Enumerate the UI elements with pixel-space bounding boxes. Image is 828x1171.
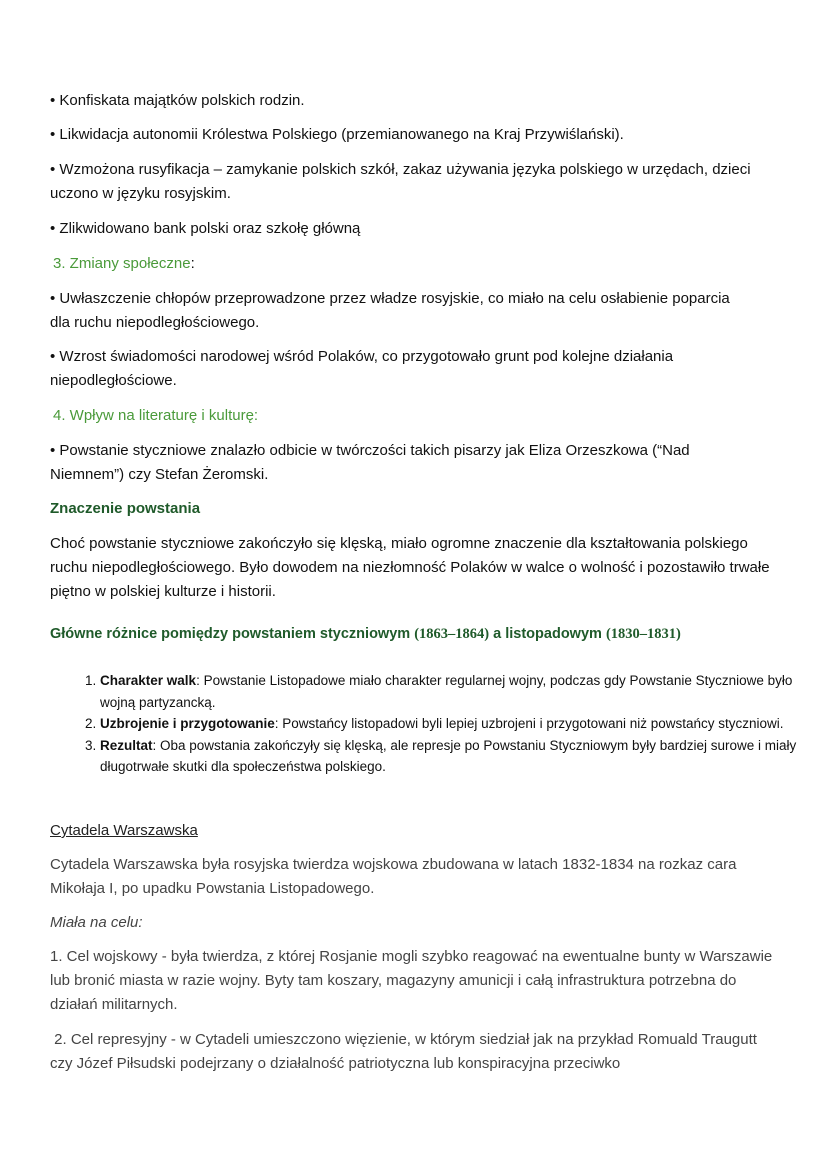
bullet-bank: • Zlikwidowano bank polski oraz szkołę główną <box>50 220 361 237</box>
citadel-intro: Cytadela Warszawska była rosyjska twierdza wojskowa zbudowana w latach 1832-1834 na rozkaz cara Mikołaja I, po upadku Powstania Listopadowego. <box>50 856 737 897</box>
differences-heading-part2: a listopadowym <box>489 626 606 642</box>
significance-body: Choć powstanie styczniowe zakończyło się klęską, miało ogromne znaczenie dla kształtowania polskiego ruchu niepodległościowego. Było dowodem na niezłomność Polaków w walce o wolność i pozostawiło trwałe piętno w polskiej kulturze i historii. <box>50 535 770 600</box>
difference-item <box>100 713 828 735</box>
bullet-enfranchisement: • Uwłaszczenie chłopów przeprowadzone przez władze rosyjskie, co miało na celu osłabienie poparcia dla ruchu niepodległościowego. <box>50 290 730 331</box>
bullet-literature: • Powstanie styczniowe znalazło odbicie w twórczości takich pisarzy jak Eliza Orzeszkowa (“Nad Niemnem”) czy Stefan Żeromski. <box>50 442 690 483</box>
citadel-military-purpose: 1. Cel wojskowy - była twierdza, z której Rosjanie mogli szybko reagować na ewentualne bunty w Warszawie lub bronić miasta w razie wojny. Byty tam koszary, magazyny amunicji i całą infrastruktura potrzebna do działań militarnych. <box>50 948 773 1013</box>
difference-term: Uzbrojenie i przygotowanie <box>100 716 275 731</box>
differences-heading-part1: Główne różnice pomiędzy powstaniem styczniowym <box>50 626 415 642</box>
section3-colon: : <box>190 255 195 272</box>
difference-text: : Powstańcy listopadowi byli lepiej uzbrojeni i przygotowani niż powstańcy styczniowi. <box>274 716 784 731</box>
citadel-purpose-label: Miała na celu: <box>50 914 143 931</box>
bullet-confiscation: • Konfiskata majątków polskich rodzin. <box>50 92 305 109</box>
citadel-heading: Cytadela Warszawska <box>50 822 198 839</box>
difference-text: : Oba powstania zakończyły się klęską, ale represje po Powstaniu Styczniowym były bardziej surowe i miały długotrwałe skutki dla społeczeństwa polskiego. <box>100 737 797 774</box>
bullet-national-awareness: • Wzrost świadomości narodowej wśród Polaków, co przygotowało grunt pod kolejne działania niepodległościowe. <box>50 348 674 389</box>
citadel-repressive-purpose: 2. Cel represyjny - w Cytadeli umieszczono więzienie, w którym siedział jak na przykład Romuald Traugutt czy Józef Piłsudski podejrzany o działalność patriotyczna lub konspiracyjna przeciwko <box>50 1031 762 1072</box>
difference-item <box>100 670 828 713</box>
difference-term: Charakter walk <box>100 673 197 688</box>
difference-item <box>100 735 828 778</box>
section3-heading <box>53 252 783 276</box>
significance-heading: Znaczenie powstania <box>50 500 201 517</box>
difference-term: Rezultat <box>100 737 153 753</box>
difference-text: : Powstanie Listopadowe miało charakter regularnej wojny, podczas gdy Powstanie Styczniowe było wojną partyzancką. <box>100 673 793 710</box>
bullet-autonomy: • Likwidacja autonomii Królestwa Polskiego (przemianowanego na Kraj Przywiślański). <box>50 126 624 143</box>
bullet-russification: • Wzmożona rusyfikacja – zamykanie polskich szkół, zakaz używania języka polskiego w urzędach, dzieci uczono w języku rosyjskim. <box>50 161 751 202</box>
differences-heading <box>50 622 780 646</box>
section3-title: 3. Zmiany społeczne <box>53 255 191 272</box>
differences-list <box>50 670 828 778</box>
differences-heading-years2: (1830–1831) <box>605 626 681 642</box>
section4-heading: 4. Wpływ na literaturę i kulturę: <box>53 407 259 424</box>
differences-heading-years1: (1863–1864) <box>414 626 490 642</box>
